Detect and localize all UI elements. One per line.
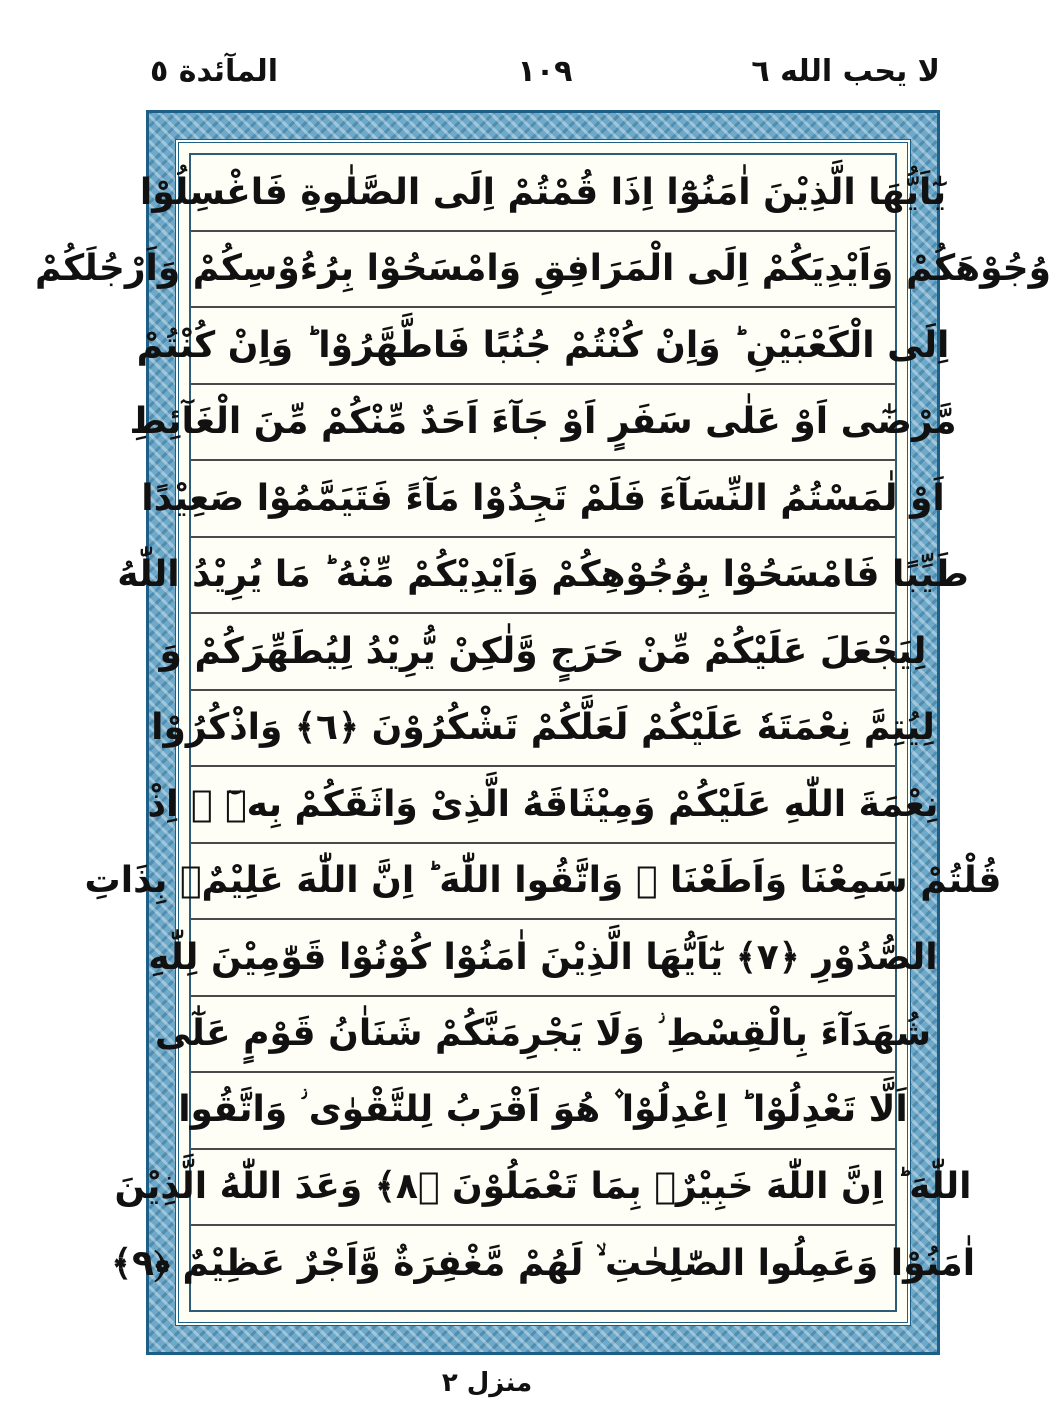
verse-line-14: اللّٰهَ ؕ اِنَّ اللّٰهَ خَبِيْرٌۢ بِمَا تَعْمَلُوْنَ ﴿٨﴾ وَعَدَ اللّٰهُ الَّذِيْنَ	[191, 1150, 895, 1227]
manzil-footer: منزل ٢	[441, 1368, 533, 1398]
verse-line-15: اٰمَنُوْا وَعَمِلُوا الصّٰلِحٰتِ ۙ لَهُمْ مَّغْفِرَةٌ وَّاَجْرٌ عَظِيْمٌ ﴿٩﴾	[110, 1243, 976, 1285]
verse-line-10: قُلْتُمْ سَمِعْنَا وَاَطَعْنَا ؗ وَاتَّقُوا اللّٰهَ ؕ اِنَّ اللّٰهَ عَلِيْمٌۢ بِذَاتِ	[191, 844, 895, 921]
page-header	[150, 48, 940, 100]
page-number: ١٠٩	[517, 54, 573, 89]
verse-line-13: اَلَّا تَعْدِلُوْا ؕ اِعْدِلُوْا ۫ هُوَ اَقْرَبُ لِلتَّقْوٰى ؗ وَاتَّقُوا	[191, 1073, 895, 1150]
verse-line-9: نِعْمَةَ اللّٰهِ عَلَيْكُمْ وَمِيْثَاقَهُ الَّذِىْ وَاثَقَكُمْ بِهٖٓ ۙ اِذْ	[191, 767, 895, 844]
verse-line-12: شُهَدَآءَ بِالْقِسْطِ ؗ وَلَا يَجْرِمَنَّكُمْ شَنَاٰنُ قَوْمٍ عَلٰٓى	[191, 997, 895, 1074]
juz-name: لا يحب الله ٦	[751, 54, 940, 89]
decorative-border	[35, 110, 1051, 1355]
verse-line-8: لِيُتِمَّ نِعْمَتَهٗ عَلَيْكُمْ لَعَلَّكُمْ تَشْكُرُوْنَ ﴿٦﴾ وَاذْكُرُوْا	[191, 691, 895, 768]
verse-text-area	[35, 153, 1051, 1312]
surah-name: المآئدة ٥	[150, 54, 278, 89]
verse-line-2: وُجُوْهَكُمْ وَاَيْدِيَكُمْ اِلَى الْمَرَافِقِ وَامْسَحُوْا بِرُءُوْسِكُمْ وَاَرْجُلَكُمْ	[191, 232, 895, 309]
verse-line-1: يٰٓاَيُّهَا الَّذِيْنَ اٰمَنُوْٓا اِذَا قُمْتُمْ اِلَى الصَّلٰوةِ فَاغْسِلُوْا	[191, 155, 895, 232]
verse-line-7: لِيَجْعَلَ عَلَيْكُمْ مِّنْ حَرَجٍ وَّلٰكِنْ يُّرِيْدُ لِيُطَهِّرَكُمْ وَ	[191, 614, 895, 691]
verse-line-11: الصُّدُوْرِ ﴿٧﴾ يٰٓاَيُّهَا الَّذِيْنَ اٰمَنُوْا كُوْنُوْا قَوّٰمِيْنَ لِلّٰهِ	[191, 920, 895, 997]
verse-line-6: طَيِّبًا فَامْسَحُوْا بِوُجُوْهِكُمْ وَاَيْدِيْكُمْ مِّنْهُ ؕ مَا يُرِيْدُ اللّٰهُ	[191, 538, 895, 615]
verse-line-3: اِلَى الْكَعْبَيْنِ ؕ وَاِنْ كُنْتُمْ جُنُبًا فَاطَّهَّرُوْا ؕ وَاِنْ كُنْتُمْ	[191, 308, 895, 385]
verse-line-4: مَّرْضٰٓى اَوْ عَلٰى سَفَرٍ اَوْ جَآءَ اَحَدٌ مِّنْكُمْ مِّنَ الْغَآئِطِ	[191, 385, 895, 462]
verse-line-5: اَوْ لٰمَسْتُمُ النِّسَآءَ فَلَمْ تَجِدُوْا مَآءً فَتَيَمَّمُوْا صَعِيْدًا	[191, 461, 895, 538]
